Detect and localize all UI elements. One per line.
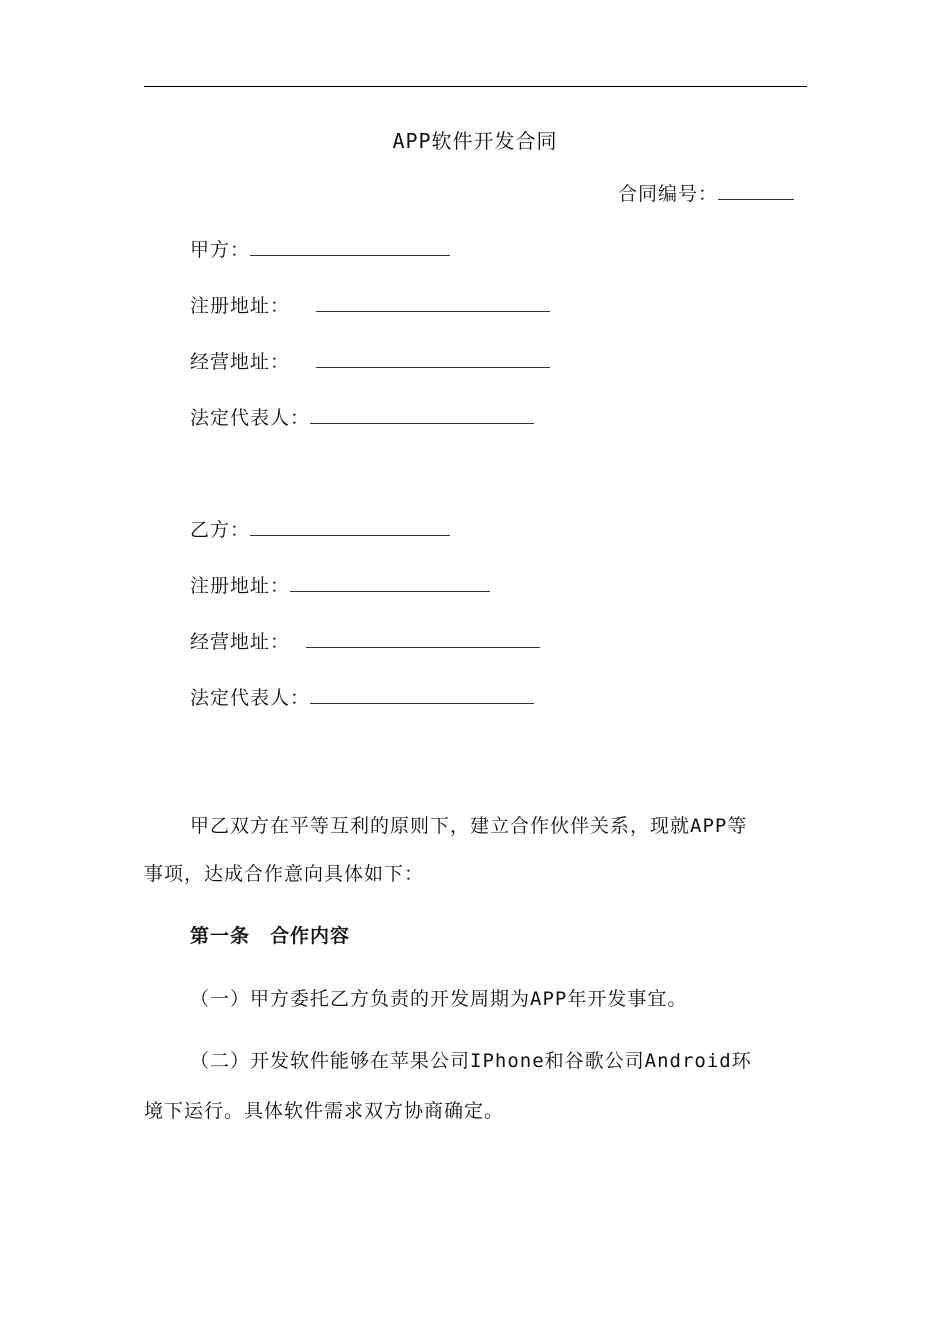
- party-b-name-blank[interactable]: [250, 517, 450, 536]
- party-a-name-blank[interactable]: [250, 237, 450, 256]
- party-b-reg-address-blank[interactable]: [290, 573, 490, 592]
- party-a-rep-blank[interactable]: [310, 405, 534, 424]
- party-b-biz-address-label: 经营地址：: [190, 631, 291, 653]
- party-a-biz-address-line: [190, 349, 550, 374]
- header-rule: [144, 86, 807, 87]
- party-a-reg-address-label: 注册地址：: [190, 295, 291, 317]
- party-b-reg-address-label: 注册地址：: [190, 575, 291, 597]
- party-a-reg-address-blank[interactable]: [316, 293, 550, 312]
- party-a-rep-label: 法定代表人：: [190, 407, 311, 429]
- party-b-reg-address-line: [190, 573, 490, 598]
- party-a-reg-address-line: [190, 293, 550, 318]
- party-b-rep-label: 法定代表人：: [190, 687, 311, 709]
- contract-number-blank[interactable]: [718, 181, 794, 200]
- party-a-label: 甲方：: [190, 239, 251, 261]
- article-1-item-2-line-2: 境下运行。具体软件需求双方协商确定。: [144, 1100, 505, 1122]
- article-1-item-1: （一）甲方委托乙方负责的开发周期为APP年开发事宜。: [190, 988, 688, 1010]
- party-b-biz-address-blank[interactable]: [306, 629, 540, 648]
- contract-number-line: [618, 181, 794, 206]
- article-1-item-2-line-1: （二）开发软件能够在苹果公司IPhone和谷歌公司Android环: [190, 1050, 752, 1072]
- intro-paragraph-line-1: 甲乙双方在平等互利的原则下，建立合作伙伴关系，现就APP等: [190, 815, 748, 837]
- party-a-biz-address-label: 经营地址：: [190, 351, 291, 373]
- contract-number-label: 合同编号：: [618, 183, 719, 205]
- party-a-line: [190, 237, 450, 262]
- party-b-label: 乙方：: [190, 519, 251, 541]
- party-b-rep-blank[interactable]: [310, 685, 534, 704]
- party-b-line: [190, 517, 450, 542]
- party-a-rep-line: [190, 405, 534, 430]
- document-title: APP软件开发合同: [392, 129, 558, 153]
- party-b-rep-line: [190, 685, 534, 710]
- article-1-heading: 第一条 合作内容: [190, 925, 351, 947]
- intro-paragraph-line-2: 事项，达成合作意向具体如下：: [144, 863, 425, 885]
- party-a-biz-address-blank[interactable]: [316, 349, 550, 368]
- party-b-biz-address-line: [190, 629, 540, 654]
